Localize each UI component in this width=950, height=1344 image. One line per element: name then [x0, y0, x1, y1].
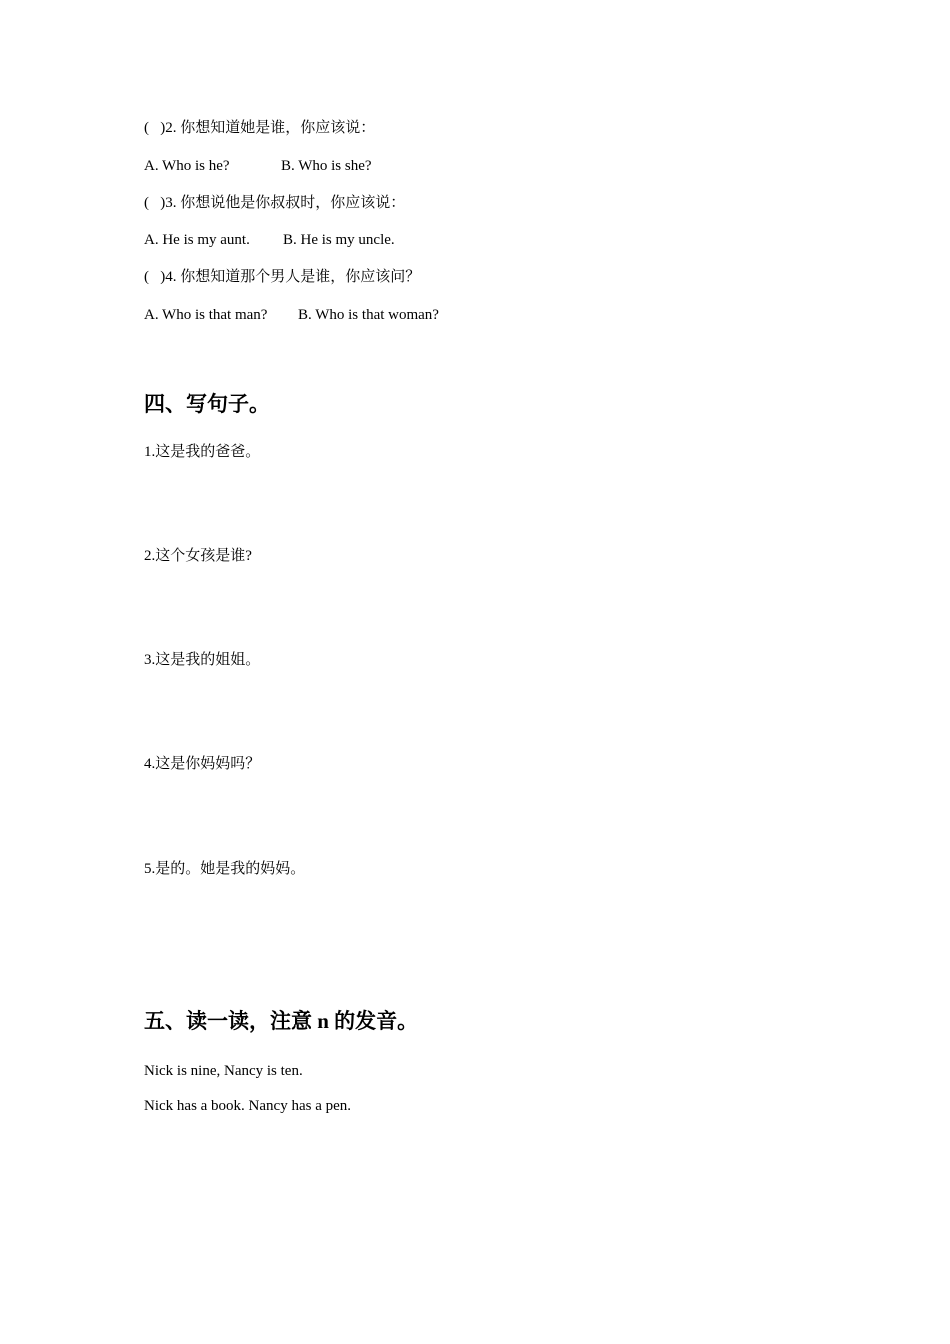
sentence-item-3: 3.这是我的姐姐。 [144, 652, 261, 668]
reading-line-1: Nick is nine, Nancy is ten. [144, 1063, 303, 1079]
question-3-option-a: A. He is my aunt. [144, 232, 250, 248]
question-3-option-b: B. He is my uncle. [283, 232, 395, 248]
section-4-heading: 四、写句子。 [144, 392, 270, 416]
section-5-heading: 五、读一读，注意 n 的发音。 [144, 1009, 419, 1033]
sentence-item-4: 4.这是你妈妈吗？ [144, 756, 261, 772]
question-2-prompt: ( )2. 你想知道她是谁，你应该说： [144, 120, 376, 136]
reading-line-2: Nick has a book. Nancy has a pen. [144, 1098, 352, 1114]
question-2-option-b: B. Who is she? [281, 158, 372, 174]
question-4-prompt: ( )4. 你想知道那个男人是谁，你应该问？ [144, 269, 421, 285]
question-3-prompt: ( )3. 你想说他是你叔叔时，你应该说： [144, 195, 406, 211]
sentence-item-2: 2.这个女孩是谁? [144, 548, 252, 564]
sentence-item-1: 1.这是我的爸爸。 [144, 444, 261, 460]
question-2-option-a: A. Who is he? [144, 158, 230, 174]
question-4-option-a: A. Who is that man? [144, 307, 268, 323]
sentence-item-5: 5.是的。她是我的妈妈。 [144, 861, 306, 877]
question-4-option-b: B. Who is that woman? [298, 307, 439, 323]
